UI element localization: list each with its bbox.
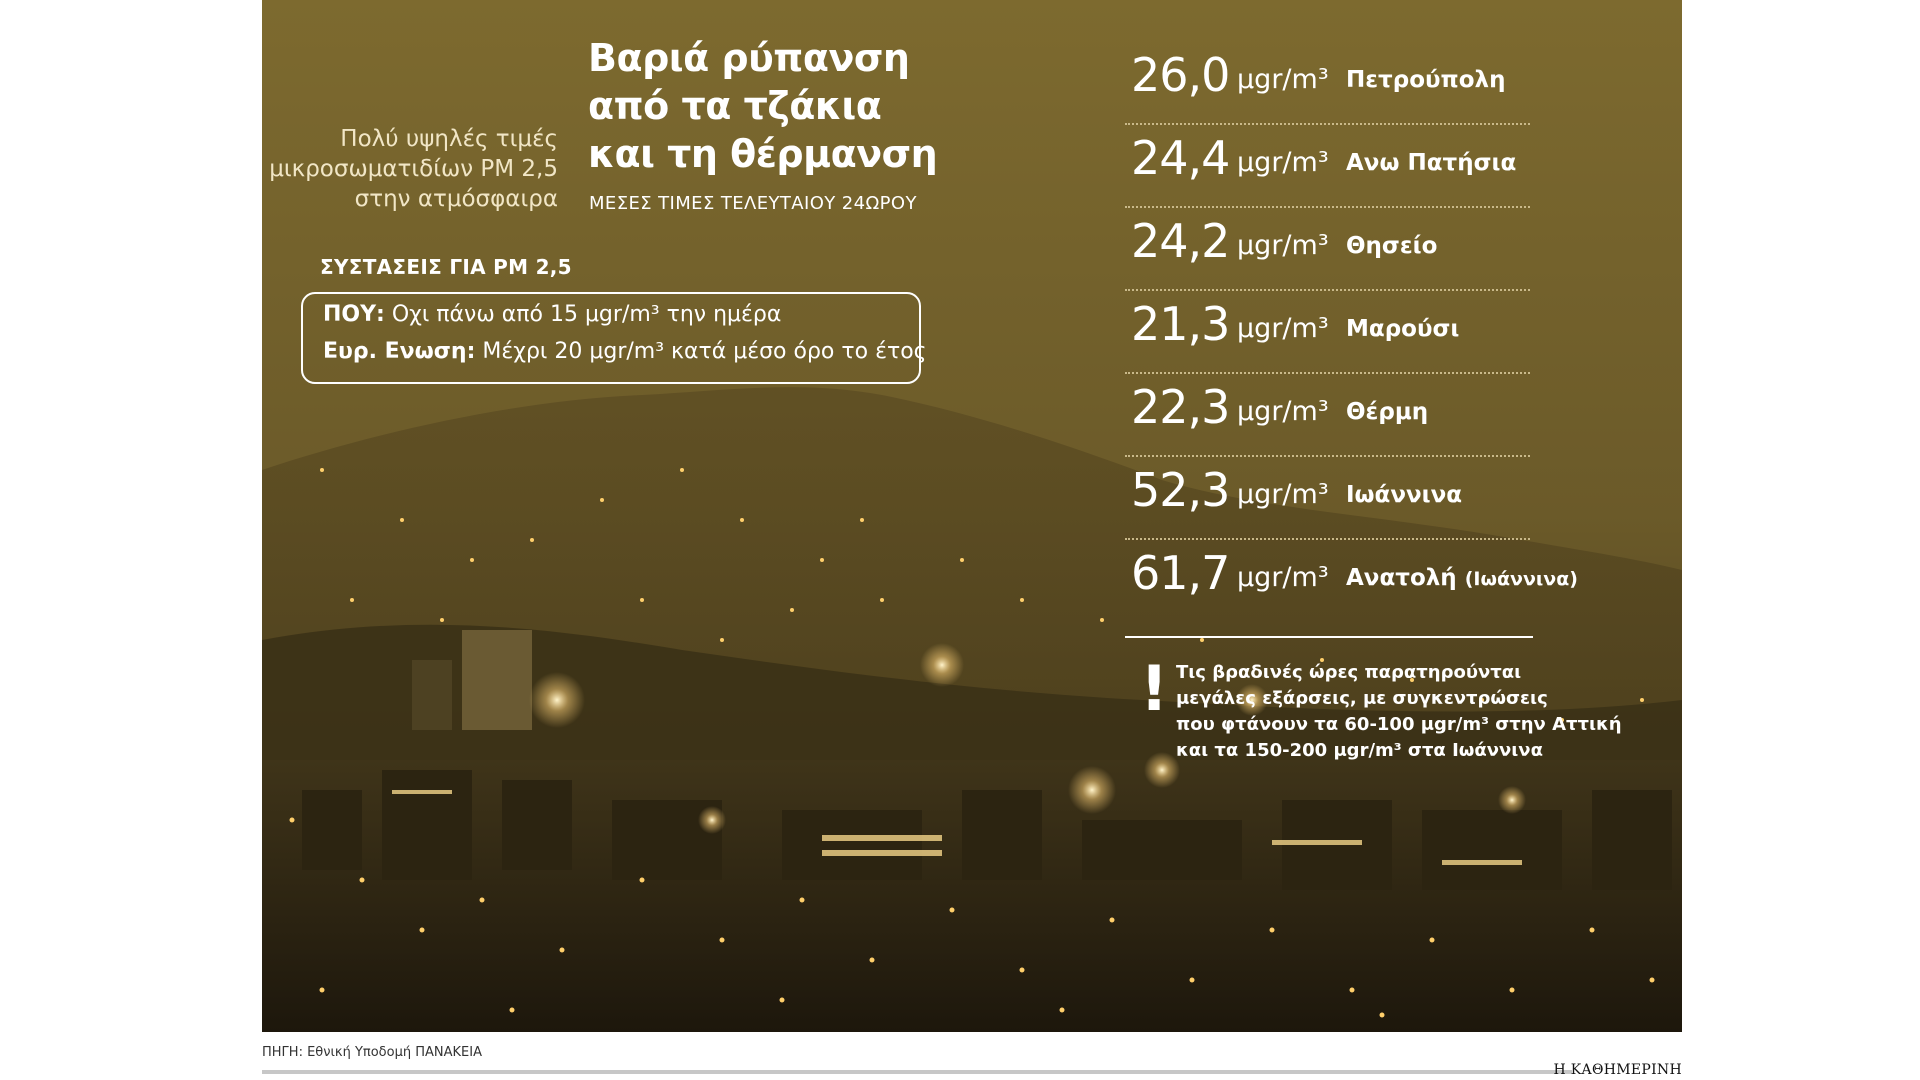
station-unit: μgr/m³ [1237, 64, 1329, 95]
headline-line-3: και τη θέρμανση [588, 132, 938, 176]
headline-line-1: Βαριά ρύπανση [588, 36, 910, 80]
station-row [1125, 376, 1530, 457]
station-row [1125, 293, 1530, 374]
station-value: 24,2 [1131, 214, 1230, 268]
station-unit: μgr/m³ [1237, 147, 1329, 178]
recommendations-title: ΣΥΣΤΑΣΕΙΣ ΓΙΑ PM 2,5 [320, 255, 572, 279]
station-unit: μgr/m³ [1237, 313, 1329, 344]
station-value: 61,7 [1131, 546, 1230, 600]
station-row [1125, 127, 1530, 208]
intro-text [269, 124, 558, 214]
exclamation-icon: ! [1140, 652, 1169, 725]
station-unit: μgr/m³ [1237, 562, 1329, 593]
intro-line-2: μικροσωματιδίων PM 2,5 [269, 156, 558, 182]
recommendation-who-text: Οχι πάνω από 15 μgr/m³ την ημέρα [384, 302, 782, 327]
station-row [1125, 44, 1530, 125]
station-row [1125, 210, 1530, 291]
station-place: Ιωάννινα [1346, 482, 1463, 508]
station-unit: μgr/m³ [1237, 479, 1329, 510]
recommendation-who-label: ΠΟΥ: [323, 302, 385, 327]
headline-line-2: από τα τζάκια [588, 84, 882, 128]
station-row [1125, 542, 1578, 623]
station-unit: μgr/m³ [1237, 230, 1329, 261]
publisher-brand: Η ΚΑΘΗΜΕΡΙΝΗ [1553, 1062, 1682, 1078]
note-line-3: που φτάνουν τα 60-100 μgr/m³ στην Αττική [1176, 714, 1622, 735]
station-list [1125, 44, 1578, 625]
station-value: 22,3 [1131, 380, 1230, 434]
station-value: 21,3 [1131, 297, 1230, 351]
station-value: 24,4 [1131, 131, 1230, 185]
source-credit: ΠΗΓΗ: Εθνική Υποδομή ΠΑΝΑΚΕΙΑ [262, 1045, 482, 1060]
station-value: 26,0 [1131, 48, 1230, 102]
intro-line-1: Πολύ υψηλές τιμές [340, 126, 558, 152]
recommendation-eu-text: Μέχρι 20 μgr/m³ κατά μέσο όρο το έτος [475, 339, 927, 364]
headline-subtitle: ΜΕΣΕΣ ΤΙΜΕΣ ΤΕΛΕΥΤΑΙΟΥ 24ΩΡΟΥ [589, 193, 917, 214]
recommendation-who [323, 302, 781, 327]
footer-rule [262, 1070, 1572, 1074]
station-value: 52,3 [1131, 463, 1230, 517]
recommendation-eu [323, 339, 927, 364]
note-line-1: Τις βραδινές ώρες παρατηρούνται [1176, 662, 1522, 683]
station-place: Πετρούπολη [1346, 67, 1506, 93]
station-unit: μgr/m³ [1237, 396, 1329, 427]
station-place: Θέρμη [1346, 399, 1429, 425]
station-place: Μαρούσι [1346, 316, 1460, 342]
station-row [1125, 459, 1530, 540]
station-place: Ανατολή (Ιωάννινα) [1346, 565, 1578, 591]
note-line-2: μεγάλες εξάρσεις, με συγκεντρώσεις [1176, 688, 1548, 709]
intro-line-3: στην ατμόσφαιρα [354, 186, 558, 212]
recommendation-eu-label: Ευρ. Ενωση: [323, 339, 476, 364]
station-place: Θησείο [1346, 233, 1438, 259]
evening-peaks-note [1176, 660, 1622, 764]
headline [588, 34, 937, 178]
station-place-suffix: (Ιωάννινα) [1464, 568, 1578, 590]
note-divider [1125, 636, 1533, 638]
station-place: Ανω Πατήσια [1346, 150, 1517, 176]
note-line-4: και τα 150-200 μgr/m³ στα Ιωάννινα [1176, 740, 1543, 761]
